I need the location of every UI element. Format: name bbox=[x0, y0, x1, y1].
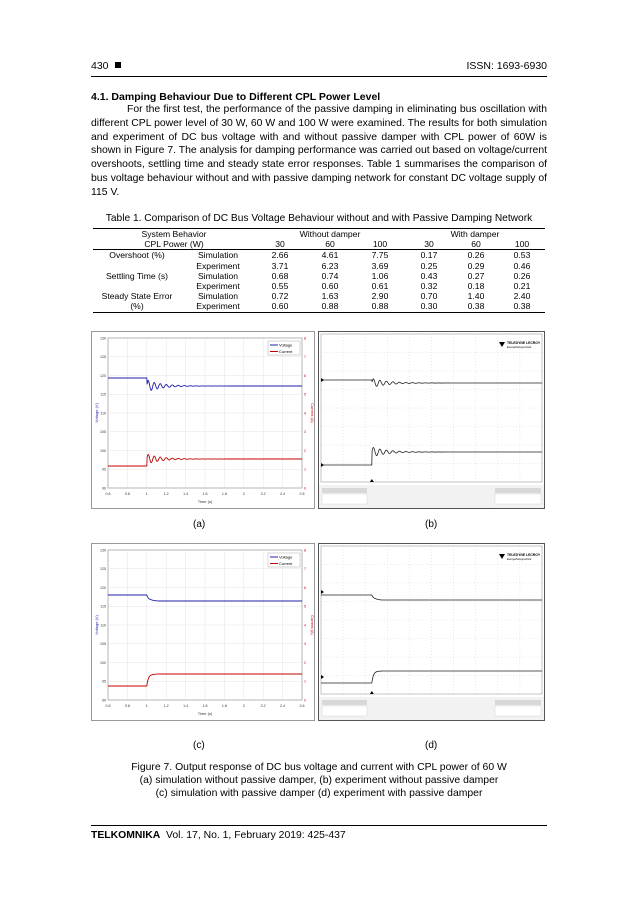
y-tick-label-left: 90 bbox=[102, 698, 106, 703]
y-tick-label-left: 125 bbox=[100, 355, 106, 360]
x-tick-label: 1 bbox=[145, 492, 148, 496]
value-cell: 3.69 bbox=[371, 260, 389, 271]
y-tick-label-left: 90 bbox=[102, 486, 106, 491]
legend-voltage-label: Voltage bbox=[279, 554, 293, 560]
x-axis-label: Time (s) bbox=[197, 711, 213, 716]
metric-cell: Settling Time (s) bbox=[105, 270, 169, 281]
y-tick-label-right: 1 bbox=[304, 679, 306, 684]
figure-caption-line: (a) simulation without passive damper, (b) experiment without passive damper bbox=[139, 775, 499, 786]
header-with-damper: With damper bbox=[405, 229, 545, 240]
table-header-row bbox=[93, 239, 545, 250]
x-tick-label: 0.6 bbox=[105, 704, 111, 708]
panel-label-c: (c) bbox=[193, 740, 205, 751]
x-tick-label: 2.2 bbox=[260, 492, 266, 496]
channel-box bbox=[322, 488, 367, 493]
y-axis-label-right: Current (A) bbox=[310, 615, 315, 635]
x-tick-label: 1.4 bbox=[183, 492, 189, 496]
x-tick-label: 1.8 bbox=[221, 704, 227, 708]
oscilloscope-capture-with-damper bbox=[318, 543, 545, 721]
y-tick-label-right: 3 bbox=[304, 642, 306, 647]
value-cell: 0.72 bbox=[271, 291, 289, 302]
value-cell: 0.74 bbox=[321, 270, 339, 281]
value-cell: 0.32 bbox=[420, 281, 438, 292]
x-tick-label: 2 bbox=[242, 704, 245, 708]
y-tick-label-right: 0 bbox=[304, 698, 306, 703]
panel-label-b: (b) bbox=[425, 519, 438, 530]
y-tick-label-left: 95 bbox=[102, 679, 106, 684]
y-tick-label-left: 110 bbox=[100, 623, 106, 628]
y-axis-label-right: Current (A) bbox=[310, 403, 315, 423]
legend-current-label: Current bbox=[279, 561, 293, 566]
type-cell: Experiment bbox=[196, 281, 240, 292]
y-tick-label-left: 105 bbox=[100, 642, 106, 647]
x-tick-label: 2.6 bbox=[299, 492, 305, 496]
table-caption: Table 1. Comparison of DC Bus Voltage Behaviour without and with Passive Damping Network bbox=[105, 213, 533, 224]
channel-readout-box bbox=[322, 494, 367, 504]
value-cell: 0.26 bbox=[513, 270, 531, 281]
metric-cell: (%) bbox=[93, 301, 181, 312]
header-rule bbox=[91, 76, 547, 77]
timebase-readout-box bbox=[495, 706, 541, 716]
power-cell: 30 bbox=[255, 239, 305, 250]
value-cell: 0.43 bbox=[420, 270, 438, 281]
value-cell: 0.17 bbox=[420, 250, 438, 261]
value-cell: 0.38 bbox=[499, 301, 545, 312]
y-tick-label-right: 5 bbox=[304, 604, 306, 609]
value-cell: 0.25 bbox=[420, 260, 438, 271]
issue-info: Vol. 17, No. 1, February 2019: 425-437 bbox=[166, 830, 346, 841]
value-cell: 0.70 bbox=[420, 291, 438, 302]
scope-brand: TELEDYNE LECROY bbox=[507, 553, 541, 557]
oscilloscope-svg bbox=[319, 332, 544, 508]
value-cell: 0.18 bbox=[467, 281, 485, 292]
value-cell: 1.40 bbox=[467, 291, 485, 302]
simulation-plot-svg bbox=[92, 544, 314, 720]
header-system-behavior: System Behavior bbox=[93, 229, 255, 240]
simulation-plot-with-damper bbox=[91, 543, 315, 721]
section-title: 4.1. Damping Behaviour Due to Different CPL Power Level bbox=[91, 91, 381, 103]
y-tick-label-right: 4 bbox=[304, 411, 306, 416]
x-tick-label: 1 bbox=[145, 704, 148, 708]
scope-tagline: Everywhereyoulook bbox=[507, 557, 532, 561]
y-tick-label-right: 6 bbox=[304, 585, 306, 590]
value-cell: 0.55 bbox=[271, 281, 289, 292]
type-cell: Simulation bbox=[197, 270, 239, 281]
scope-tagline: Everywhereyoulook bbox=[507, 345, 532, 349]
timebase-readout-box bbox=[495, 494, 541, 504]
value-cell: 1.06 bbox=[371, 270, 389, 281]
y-tick-label-right: 8 bbox=[304, 548, 306, 553]
power-cell: 100 bbox=[499, 239, 545, 250]
legend bbox=[268, 553, 300, 567]
value-cell: 0.27 bbox=[467, 270, 485, 281]
table-row bbox=[93, 301, 545, 312]
x-tick-label: 1.6 bbox=[202, 704, 208, 708]
metric-cell: Overshoot (%) bbox=[109, 250, 165, 261]
issn: ISSN: 1693-6930 bbox=[466, 60, 547, 72]
x-tick-label: 2.4 bbox=[280, 492, 286, 496]
y-tick-label-left: 120 bbox=[100, 585, 106, 590]
panel-label-a: (a) bbox=[193, 519, 206, 530]
y-tick-label-left: 100 bbox=[100, 448, 106, 453]
value-cell: 0.26 bbox=[467, 250, 485, 261]
x-tick-label: 0.8 bbox=[124, 492, 130, 496]
figure-caption-line: Figure 7. Output response of DC bus voltage and current with CPL power of 60 W bbox=[131, 762, 507, 773]
metric-cell bbox=[93, 281, 181, 291]
y-tick-label-left: 125 bbox=[100, 567, 106, 572]
timebase-box bbox=[495, 488, 541, 493]
table-row bbox=[93, 250, 545, 261]
y-tick-label-right: 5 bbox=[304, 392, 306, 397]
table-row bbox=[93, 291, 545, 301]
header-cpl-power: CPL Power (W) bbox=[93, 239, 255, 250]
simulation-plot-without-damper bbox=[91, 331, 315, 509]
y-tick-label-right: 8 bbox=[304, 336, 306, 341]
metric-cell: Steady State Error bbox=[101, 291, 173, 302]
x-tick-label: 1.2 bbox=[163, 704, 169, 708]
y-tick-label-right: 2 bbox=[304, 660, 306, 665]
value-cell: 0.60 bbox=[255, 301, 305, 312]
legend bbox=[268, 341, 300, 355]
table-row bbox=[93, 261, 545, 271]
y-tick-label-right: 4 bbox=[304, 623, 306, 628]
x-tick-label: 2 bbox=[242, 492, 245, 496]
x-tick-label: 2.2 bbox=[260, 704, 266, 708]
value-cell: 0.88 bbox=[355, 301, 405, 312]
value-cell: 0.30 bbox=[405, 301, 453, 312]
x-tick-label: 2.6 bbox=[299, 704, 305, 708]
x-tick-label: 2.4 bbox=[280, 704, 286, 708]
value-cell: 0.61 bbox=[371, 281, 389, 292]
value-cell: 0.38 bbox=[453, 301, 499, 312]
y-tick-label-left: 100 bbox=[100, 660, 106, 665]
journal-name: TELKOMNIKA bbox=[91, 830, 161, 841]
oscilloscope-svg bbox=[319, 544, 544, 720]
power-cell: 60 bbox=[305, 239, 355, 250]
x-tick-label: 1.2 bbox=[163, 492, 169, 496]
value-cell: 0.53 bbox=[513, 250, 531, 261]
value-cell: 2.40 bbox=[513, 291, 531, 302]
y-tick-label-right: 7 bbox=[304, 355, 306, 360]
x-tick-label: 1.4 bbox=[183, 704, 189, 708]
y-tick-label-left: 115 bbox=[100, 392, 106, 397]
oscilloscope-capture-without-damper bbox=[318, 331, 545, 509]
value-cell: 3.71 bbox=[271, 260, 289, 271]
value-cell: 7.75 bbox=[371, 250, 389, 261]
y-axis-label-left: Voltage (V) bbox=[94, 615, 99, 635]
y-tick-label-right: 7 bbox=[304, 567, 306, 572]
x-tick-label: 1.8 bbox=[221, 492, 227, 496]
timebase-box bbox=[495, 700, 541, 705]
body-paragraph: For the first test, the performance of the passive damping in eliminating bus oscillation with different CPL power level of 30 W, 60 W and 100 W were examined. The results for both simulation and experiment of DC bus voltage with and without passive damper with CPL power of 60W is shown in Figure 7. The analysis for damping performance was carried out based on voltage/current overshoots, settling time and steady state error responses. Table 1 summarises the comparison of bus voltage behaviour without and with passive damping network for constant DC voltage supply of 115 V. bbox=[91, 104, 547, 198]
y-tick-label-right: 6 bbox=[304, 373, 306, 378]
page-header bbox=[91, 60, 547, 72]
x-tick-label: 1.6 bbox=[202, 492, 208, 496]
table-header-row bbox=[93, 229, 545, 240]
y-tick-label-left: 95 bbox=[102, 467, 106, 472]
table-row bbox=[93, 281, 545, 291]
value-cell: 6.23 bbox=[321, 260, 339, 271]
y-axis-label-left: Voltage (V) bbox=[94, 403, 99, 423]
legend-current-label: Current bbox=[279, 349, 293, 354]
value-cell: 0.21 bbox=[513, 281, 531, 292]
value-cell: 0.29 bbox=[467, 260, 485, 271]
table-row bbox=[93, 271, 545, 281]
value-cell: 0.68 bbox=[271, 270, 289, 281]
y-tick-label-right: 1 bbox=[304, 467, 306, 472]
type-cell: Experiment bbox=[181, 301, 255, 312]
footer-rule bbox=[91, 825, 547, 826]
page-footer bbox=[91, 830, 346, 841]
channel-readout-box bbox=[322, 706, 367, 716]
value-cell: 1.63 bbox=[321, 291, 339, 302]
y-tick-label-right: 0 bbox=[304, 486, 306, 491]
x-axis-label: Time (s) bbox=[197, 499, 213, 504]
figure-caption bbox=[91, 761, 547, 800]
metric-cell bbox=[93, 261, 181, 271]
header-without-damper: Without damper bbox=[255, 229, 405, 240]
type-cell: Simulation bbox=[197, 250, 239, 261]
power-cell: 60 bbox=[453, 239, 499, 250]
type-cell: Experiment bbox=[196, 260, 240, 271]
value-cell: 0.88 bbox=[305, 301, 355, 312]
y-tick-label-left: 130 bbox=[100, 548, 106, 553]
channel-box bbox=[322, 700, 367, 705]
x-tick-label: 0.6 bbox=[105, 492, 111, 496]
type-cell: Simulation bbox=[197, 291, 239, 302]
power-cell: 100 bbox=[355, 239, 405, 250]
value-cell: 2.90 bbox=[371, 291, 389, 302]
page-number: 430 bbox=[91, 60, 121, 72]
y-tick-label-left: 120 bbox=[100, 373, 106, 378]
y-tick-label-right: 2 bbox=[304, 448, 306, 453]
value-cell: 0.46 bbox=[513, 260, 531, 271]
x-tick-label: 0.8 bbox=[124, 704, 130, 708]
y-tick-label-left: 110 bbox=[100, 411, 106, 416]
y-tick-label-left: 105 bbox=[100, 430, 106, 435]
y-tick-label-left: 115 bbox=[100, 604, 106, 609]
simulation-plot-svg bbox=[92, 332, 314, 508]
scope-brand: TELEDYNE LECROY bbox=[507, 341, 541, 345]
power-cell: 30 bbox=[405, 239, 453, 250]
figure-caption-line: (c) simulation with passive damper (d) experiment with passive damper bbox=[155, 788, 483, 799]
value-cell: 2.66 bbox=[271, 250, 289, 261]
y-tick-label-left: 130 bbox=[100, 336, 106, 341]
y-tick-label-right: 3 bbox=[304, 430, 306, 435]
legend-voltage-label: Voltage bbox=[279, 342, 293, 348]
results-table bbox=[93, 228, 545, 313]
panel-label-d: (d) bbox=[425, 740, 438, 751]
value-cell: 4.61 bbox=[321, 250, 339, 261]
value-cell: 0.60 bbox=[321, 281, 339, 292]
